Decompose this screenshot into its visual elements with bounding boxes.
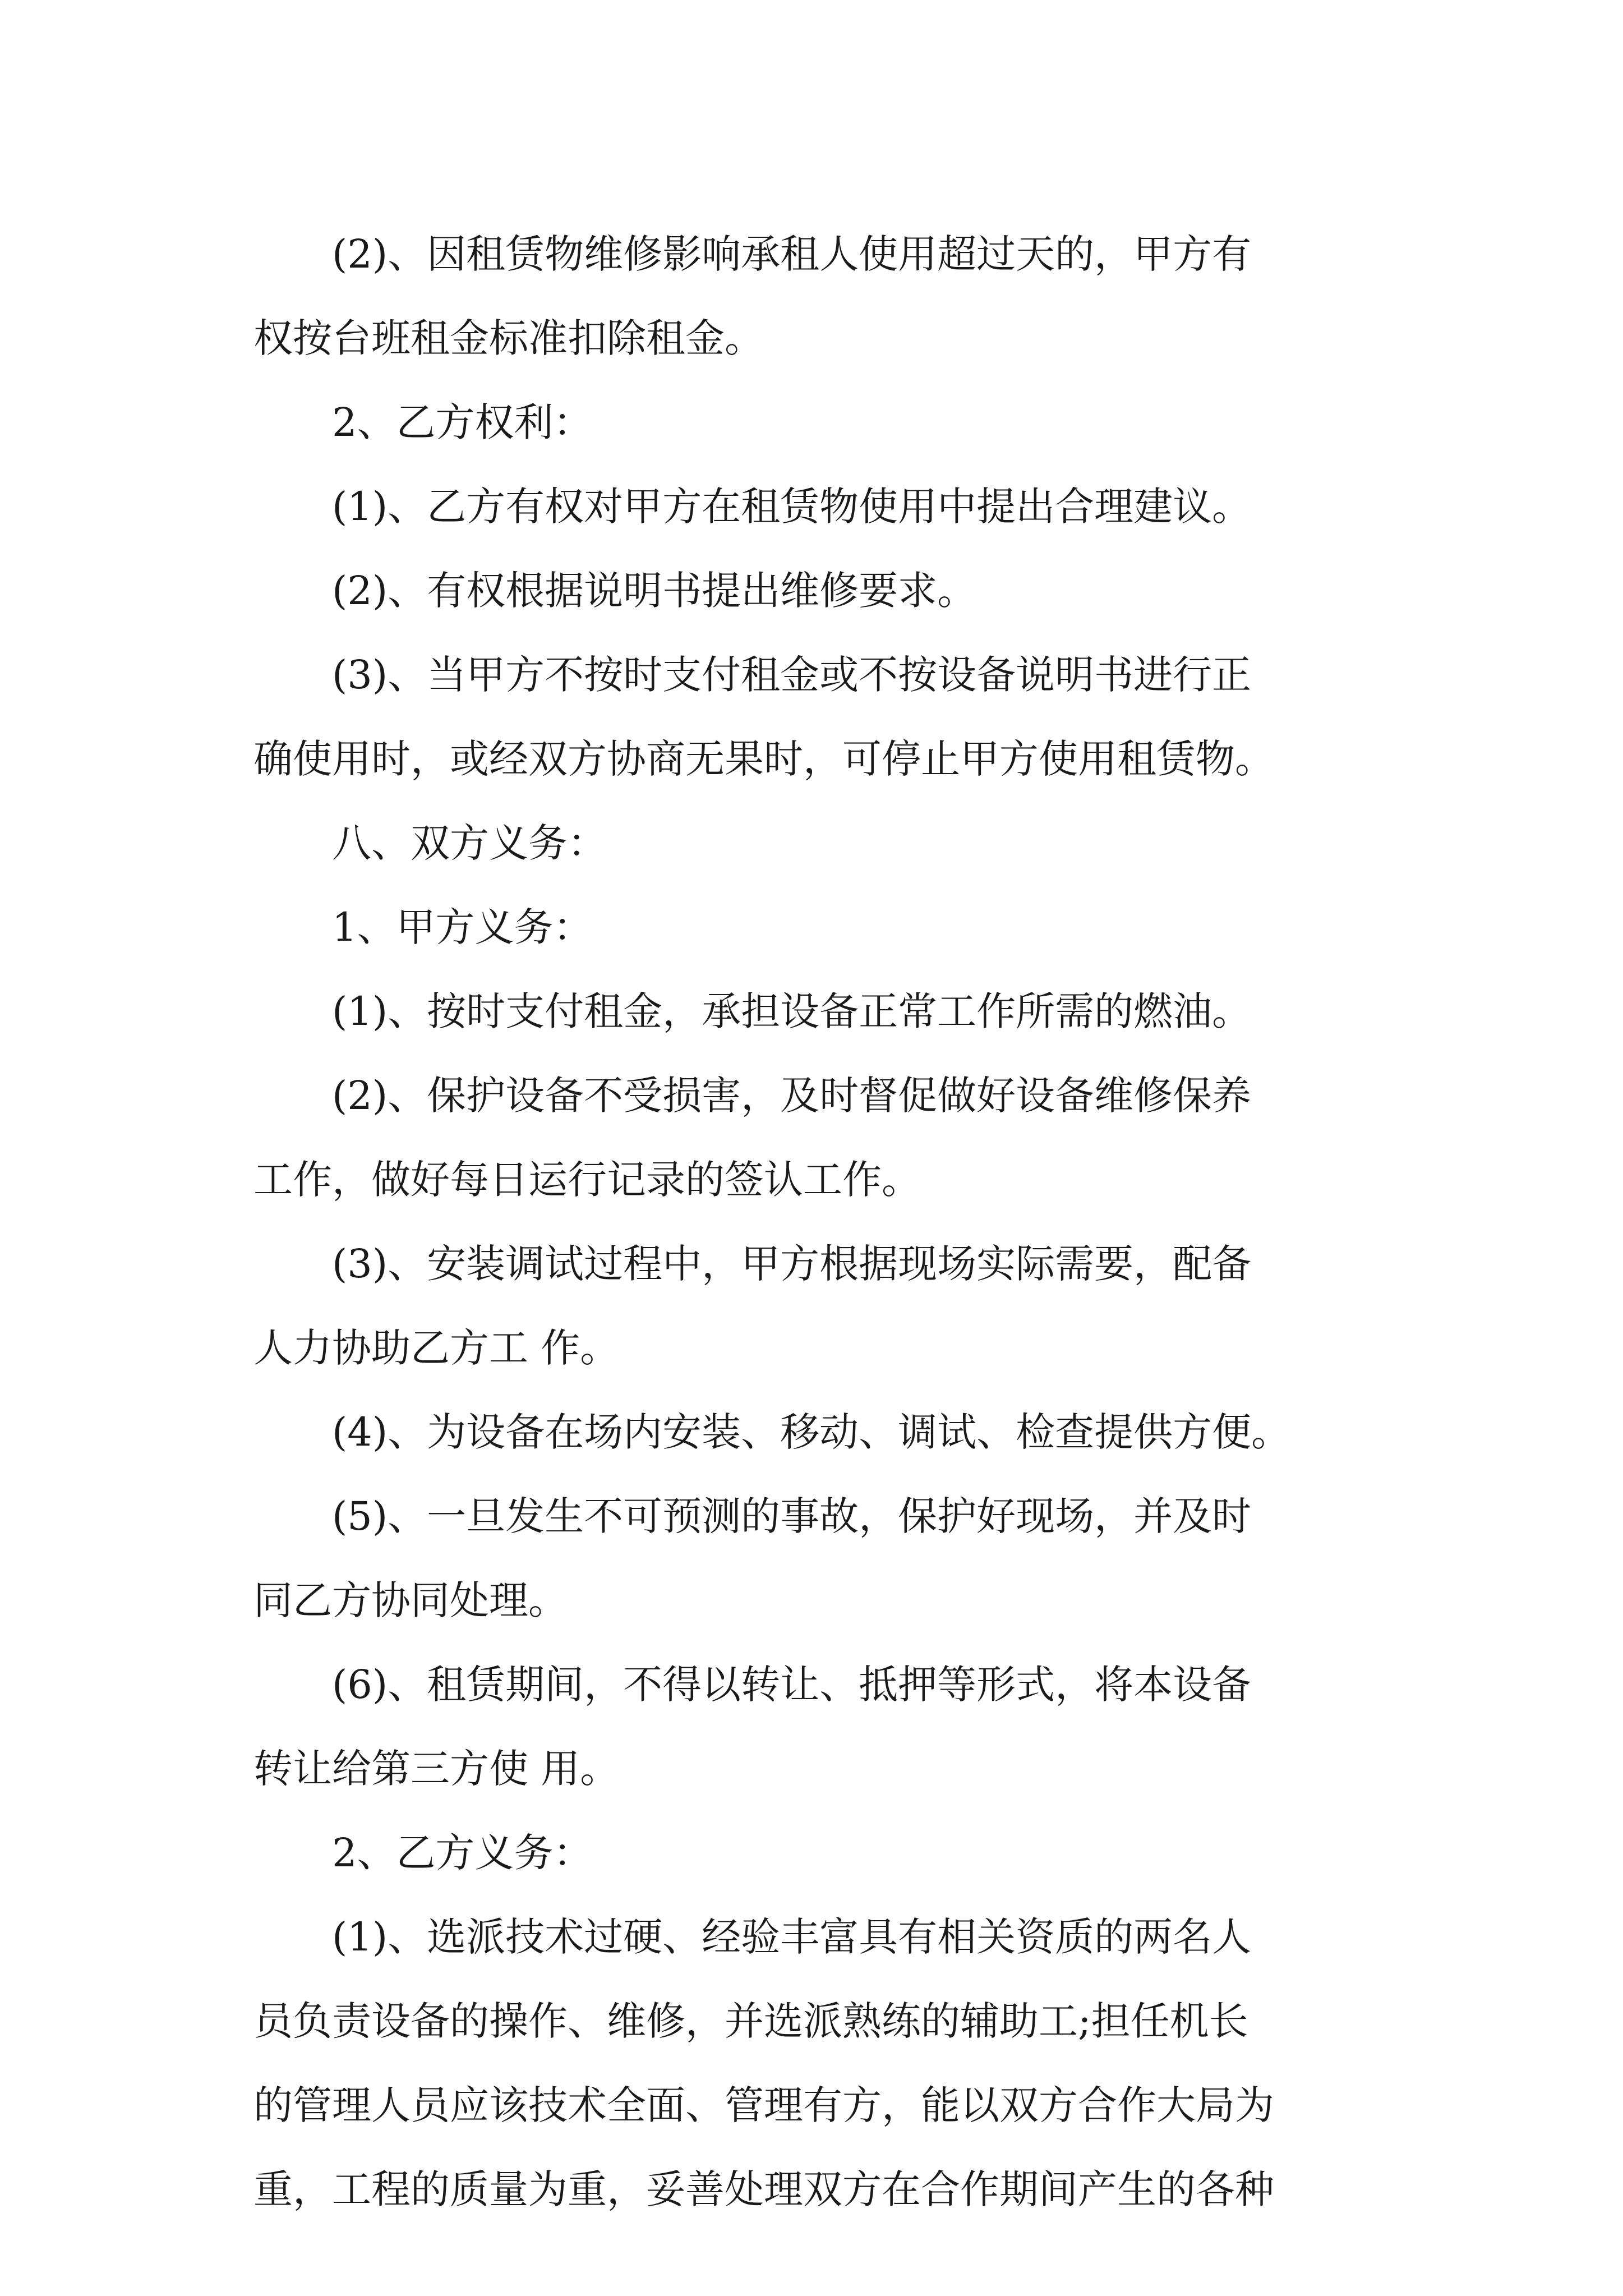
paragraph-line: 的管理人员应该技术全面、管理有方，能以双方合作大局为 — [253, 2082, 1274, 2128]
paragraph-line: (6)、租赁期间，不得以转让、抵押等形式，将本设备 — [332, 1662, 1252, 1708]
paragraph-line: (3)、安装调试过程中，甲方根据现场实际需要，配备 — [332, 1241, 1252, 1287]
paragraph-line: (5)、一旦发生不可预测的事故，保护好现场，并及时 — [332, 1493, 1252, 1539]
paragraph-line: 权按台班租金标准扣除租金。 — [253, 315, 764, 361]
paragraph-line: (2)、保护设备不受损害，及时督促做好设备维修保养 — [332, 1073, 1252, 1119]
section-heading: 2、乙方权利： — [332, 399, 593, 445]
paragraph-line: 同乙方协同处理。 — [253, 1577, 568, 1623]
paragraph-line: (2)、因租赁物维修影响承租人使用超过天的，甲方有 — [332, 231, 1252, 277]
paragraph-line: (4)、为设备在场内安装、移动、调试、检查提供方便。 — [332, 1409, 1291, 1455]
paragraph-line: 人力协助乙方工 作。 — [253, 1325, 620, 1371]
paragraph-line: 工作，做好每日运行记录的签认工作。 — [253, 1157, 921, 1203]
paragraph-line: (2)、有权根据说明书提出维修要求。 — [332, 568, 977, 614]
section-heading: 1、甲方义务： — [332, 904, 593, 950]
paragraph-line: 转让给第三方使 用。 — [253, 1746, 620, 1792]
paragraph-line: (1)、按时支付租金，承担设备正常工作所需的燃油。 — [332, 988, 1252, 1034]
section-heading: 八、双方义务： — [332, 820, 607, 866]
paragraph-line: 员负责设备的操作、维修，并选派熟练的辅助工;担任机长 — [253, 1998, 1248, 2044]
paragraph-line: 确使用时，或经双方协商无果时，可停止甲方使用租赁物。 — [253, 736, 1274, 782]
paragraph-line: (3)、当甲方不按时支付租金或不按设备说明书进行正 — [332, 652, 1252, 698]
document-body — [253, 212, 1392, 2231]
section-heading: 2、乙方义务： — [332, 1830, 593, 1876]
paragraph-line: (1)、乙方有权对甲方在租赁物使用中提出合理建议。 — [332, 484, 1252, 530]
paragraph-line: 重，工程的质量为重，妥善处理双方在合作期间产生的各种 — [253, 2166, 1274, 2212]
paragraph-line: (1)、选派技术过硬、经验丰富具有相关资质的两名人 — [332, 1914, 1252, 1960]
